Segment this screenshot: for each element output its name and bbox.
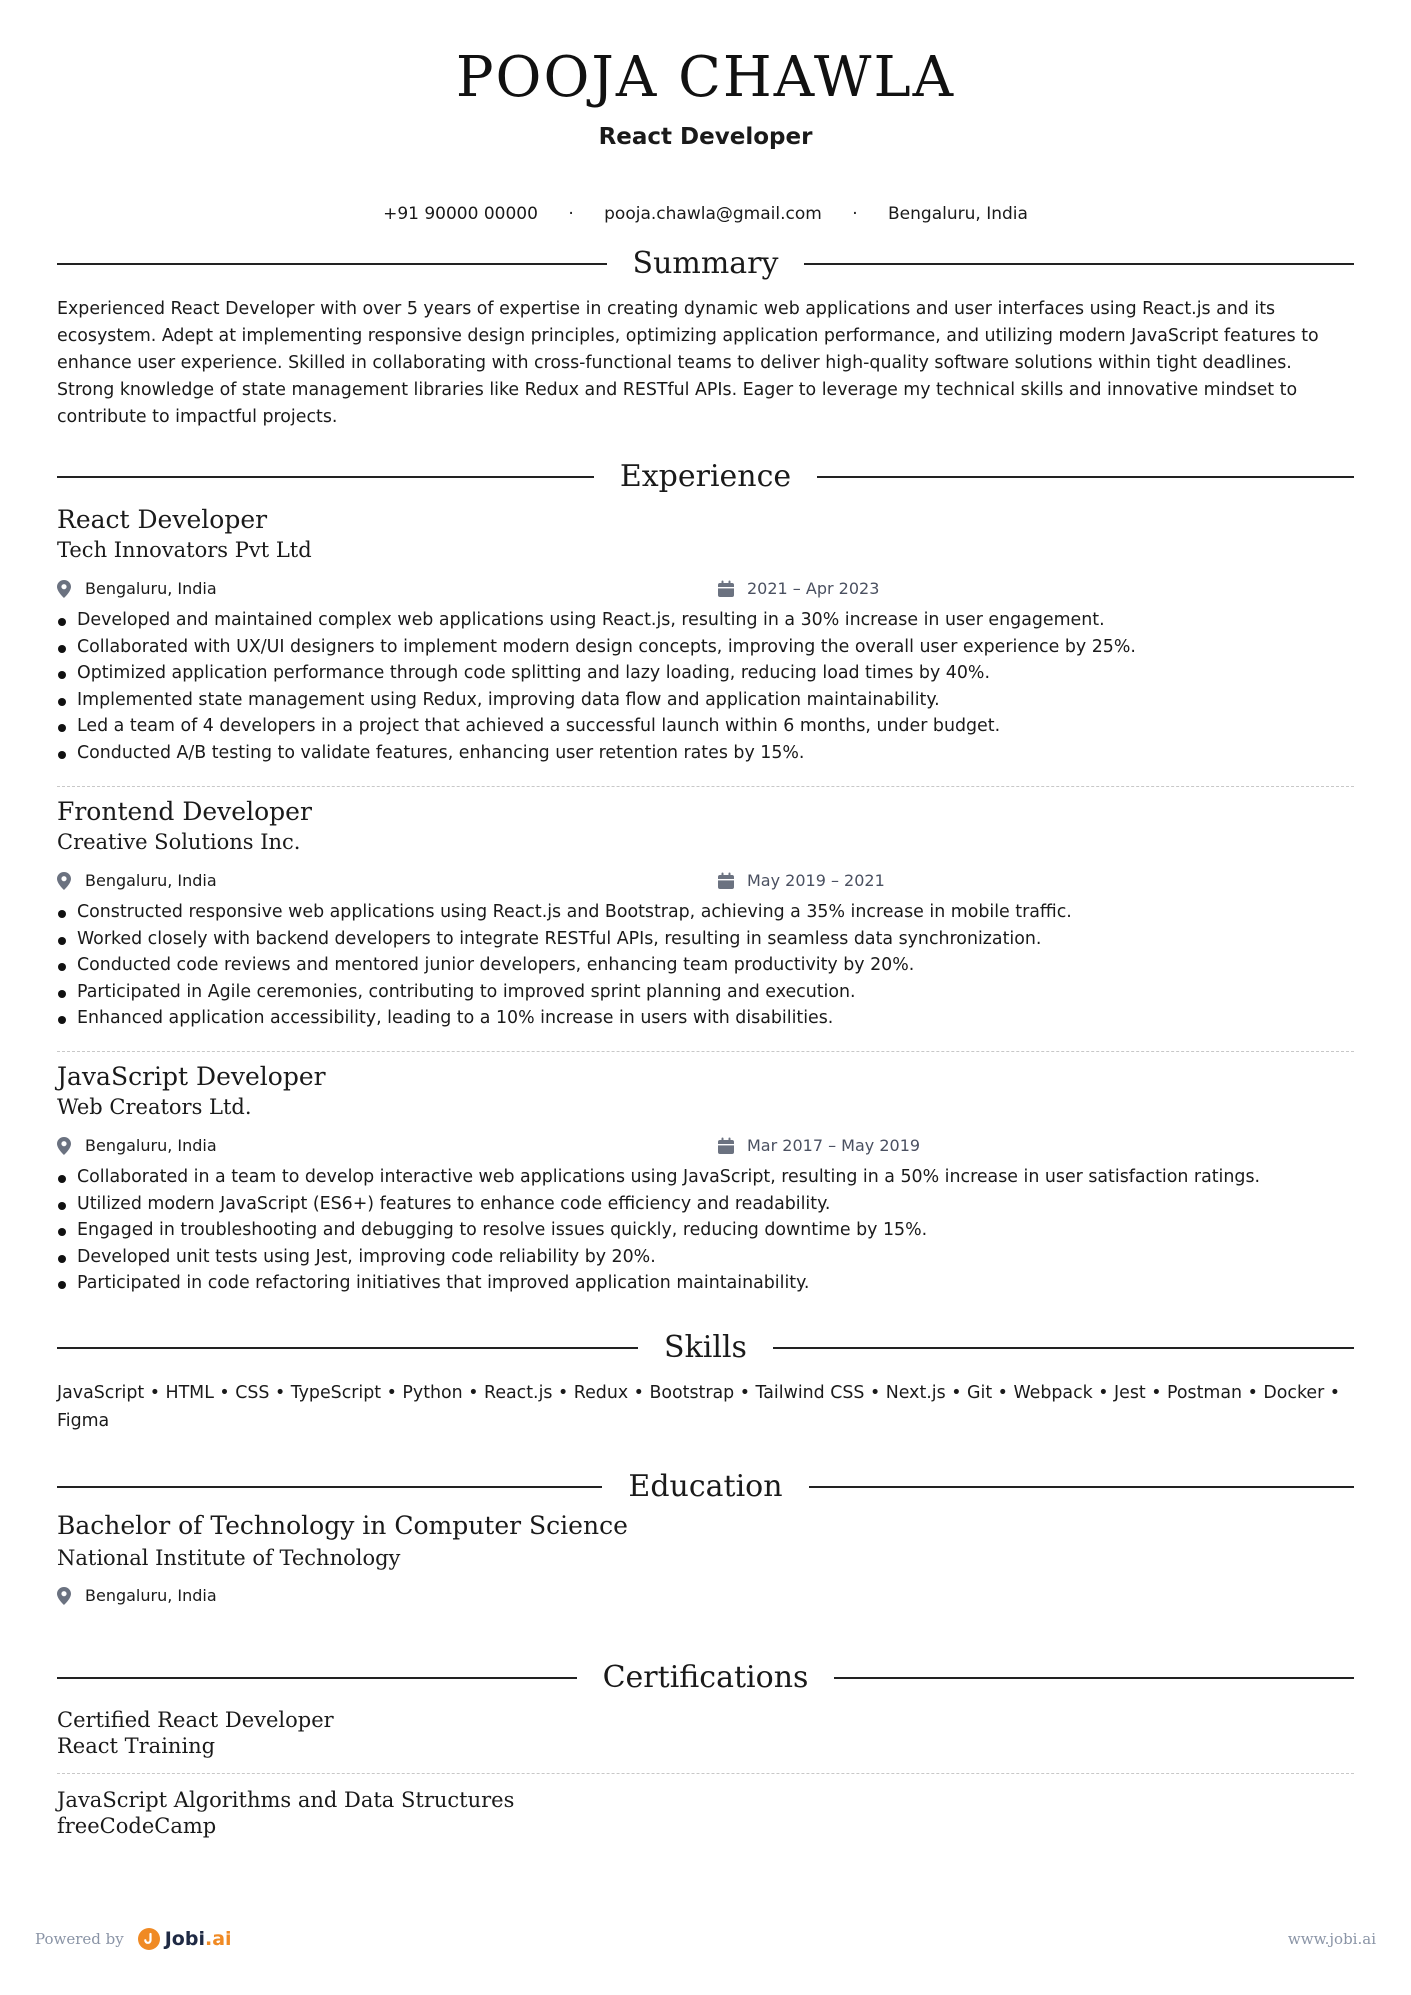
calendar-icon <box>717 580 735 598</box>
education-entry <box>57 1510 1354 1610</box>
experience-entry <box>57 1062 1354 1297</box>
job-location-text: Bengaluru, India <box>85 1136 217 1155</box>
achievement-item: Collaborated with UX/UI designers to implement modern design concepts, improving the overall user experience by 25%. <box>57 634 1354 661</box>
certification-issuer: freeCodeCamp <box>57 1814 217 1838</box>
achievement-item: Constructed responsive web applications using React.js and Bootstrap, achieving a 35% increase in mobile traffic. <box>57 899 1354 926</box>
entry-divider <box>57 786 1354 787</box>
achievement-item: Collaborated in a team to develop interactive web applications using JavaScript, resulting in a 50% increase in user satisfaction ratings. <box>57 1164 1354 1191</box>
achievement-item: Optimized application performance through code splitting and lazy loading, reducing load times by 40%. <box>57 660 1354 687</box>
divider <box>817 476 1354 478</box>
calendar-icon <box>717 1137 735 1155</box>
contact-separator: · <box>568 204 574 224</box>
divider <box>57 1486 602 1488</box>
achievement-item: Participated in code refactoring initiatives that improved application maintainability. <box>57 1270 1354 1297</box>
achievement-item: Enhanced application accessibility, leading to a 10% increase in users with disabilities. <box>57 1005 1354 1032</box>
divider <box>57 1347 638 1349</box>
section-title: Experience <box>619 459 792 494</box>
achievement-list <box>57 1164 1354 1297</box>
divider <box>57 263 607 265</box>
section-title: Summary <box>632 246 779 281</box>
powered-by <box>35 1928 232 1950</box>
certification-entry <box>57 1707 1354 1759</box>
summary-heading <box>57 244 1354 284</box>
certifications-heading <box>57 1658 1354 1698</box>
map-pin-icon <box>57 1137 71 1155</box>
job-dates <box>717 1132 920 1160</box>
company-name: Tech Innovators Pvt Ltd <box>57 538 312 562</box>
achievement-list <box>57 899 1354 1032</box>
achievement-item: Implemented state management using Redux, improving data flow and application maintainability. <box>57 687 1354 714</box>
job-dates-text: Mar 2017 – May 2019 <box>747 1136 921 1155</box>
website-link[interactable]: www.jobi.ai <box>1287 1930 1376 1948</box>
experience-entry <box>57 505 1354 767</box>
company-name: Creative Solutions Inc. <box>57 830 301 854</box>
divider <box>834 1677 1354 1679</box>
achievement-item: Developed unit tests using Jest, improving code reliability by 20%. <box>57 1244 1354 1271</box>
divider <box>804 263 1354 265</box>
certification-issuer: React Training <box>57 1734 216 1758</box>
divider <box>809 1486 1354 1488</box>
achievement-item: Conducted code reviews and mentored junior developers, enhancing team productivity by 20%. <box>57 952 1354 979</box>
achievement-item: Developed and maintained complex web applications using React.js, resulting in a 30% increase in user engagement. <box>57 607 1354 634</box>
job-location-text: Bengaluru, India <box>85 871 217 890</box>
divider <box>57 476 594 478</box>
entry-divider <box>57 1773 1354 1774</box>
entry-divider <box>57 1051 1354 1052</box>
job-location <box>57 867 217 895</box>
achievement-item: Conducted A/B testing to validate features, enhancing user retention rates by 15%. <box>57 740 1354 767</box>
job-title: React Developer <box>57 505 268 534</box>
phone-number: +91 90000 00000 <box>383 204 538 224</box>
email-address[interactable]: pooja.chawla@gmail.com <box>604 204 822 224</box>
jobi-logo-icon <box>138 1928 160 1950</box>
achievement-item: Led a team of 4 developers in a project that achieved a successful launch within 6 months, under budget. <box>57 713 1354 740</box>
section-title: Skills <box>664 1330 747 1365</box>
job-location-text: Bengaluru, India <box>85 579 217 598</box>
section-title: Certifications <box>602 1660 809 1695</box>
calendar-icon <box>717 872 735 890</box>
job-dates-text: May 2019 – 2021 <box>747 871 885 890</box>
certification-name: JavaScript Algorithms and Data Structures <box>57 1788 515 1812</box>
contact-separator: · <box>852 204 858 224</box>
experience-heading <box>57 457 1354 497</box>
jobi-logo[interactable] <box>138 1928 232 1950</box>
school-name: National Institute of Technology <box>57 1546 401 1570</box>
home-location: Bengaluru, India <box>888 204 1028 224</box>
job-location <box>57 1132 217 1160</box>
contact-line <box>57 202 1354 226</box>
skills-list: JavaScript • HTML • CSS • TypeScript • Python • React.js • Redux • Bootstrap • Tailwind CSS • Next.js • Git • Webpack • Jest • Postman • Docker • Figma <box>57 1383 1341 1431</box>
map-pin-icon <box>57 872 71 890</box>
experience-entry <box>57 797 1354 1032</box>
achievement-item: Participated in Agile ceremonies, contributing to improved sprint planning and execution. <box>57 979 1354 1006</box>
job-dates <box>717 575 879 603</box>
divider <box>773 1347 1354 1349</box>
candidate-name: POOJA CHAWLA <box>455 45 956 110</box>
jobi-logo-text: Jobi.ai <box>164 1928 232 1950</box>
job-title: JavaScript Developer <box>57 1062 326 1091</box>
job-dates-text: 2021 – Apr 2023 <box>747 579 880 598</box>
company-name: Web Creators Ltd. <box>57 1095 252 1119</box>
powered-by-label: Powered by <box>35 1930 124 1948</box>
degree-title: Bachelor of Technology in Computer Science <box>57 1511 628 1540</box>
certification-name: Certified React Developer <box>57 1708 334 1732</box>
school-location-text: Bengaluru, India <box>85 1586 217 1605</box>
divider <box>57 1677 577 1679</box>
summary-text: Experienced React Developer with over 5 years of expertise in creating dynamic web applications and user interfaces using React.js and its ecosystem. Adept at implementing responsive design principles, optimizing application performance, and utilizing modern JavaScript features to enhance user experience. Skilled in collaborating with cross-functional teams to deliver high-quality software solutions within tight deadlines. Strong knowledge of state management libraries like Redux and RESTful APIs. Eager to leverage my technical skills and innovative mindset to contribute to impactful projects. <box>57 299 1319 427</box>
map-pin-icon <box>57 1587 71 1605</box>
job-title: Frontend Developer <box>57 797 312 826</box>
achievement-item: Engaged in troubleshooting and debugging to resolve issues quickly, reducing downtime by 15%. <box>57 1217 1354 1244</box>
job-location <box>57 575 217 603</box>
certification-entry <box>57 1787 1354 1839</box>
education-heading <box>57 1467 1354 1507</box>
map-pin-icon <box>57 580 71 598</box>
skills-heading <box>57 1328 1354 1368</box>
achievement-item: Utilized modern JavaScript (ES6+) features to enhance code efficiency and readability. <box>57 1191 1354 1218</box>
job-dates <box>717 867 885 895</box>
section-title: Education <box>628 1469 783 1504</box>
school-location <box>57 1582 217 1610</box>
candidate-role: React Developer <box>598 124 813 150</box>
achievement-item: Worked closely with backend developers to integrate RESTful APIs, resulting in seamless data synchronization. <box>57 926 1354 953</box>
achievement-list <box>57 607 1354 767</box>
